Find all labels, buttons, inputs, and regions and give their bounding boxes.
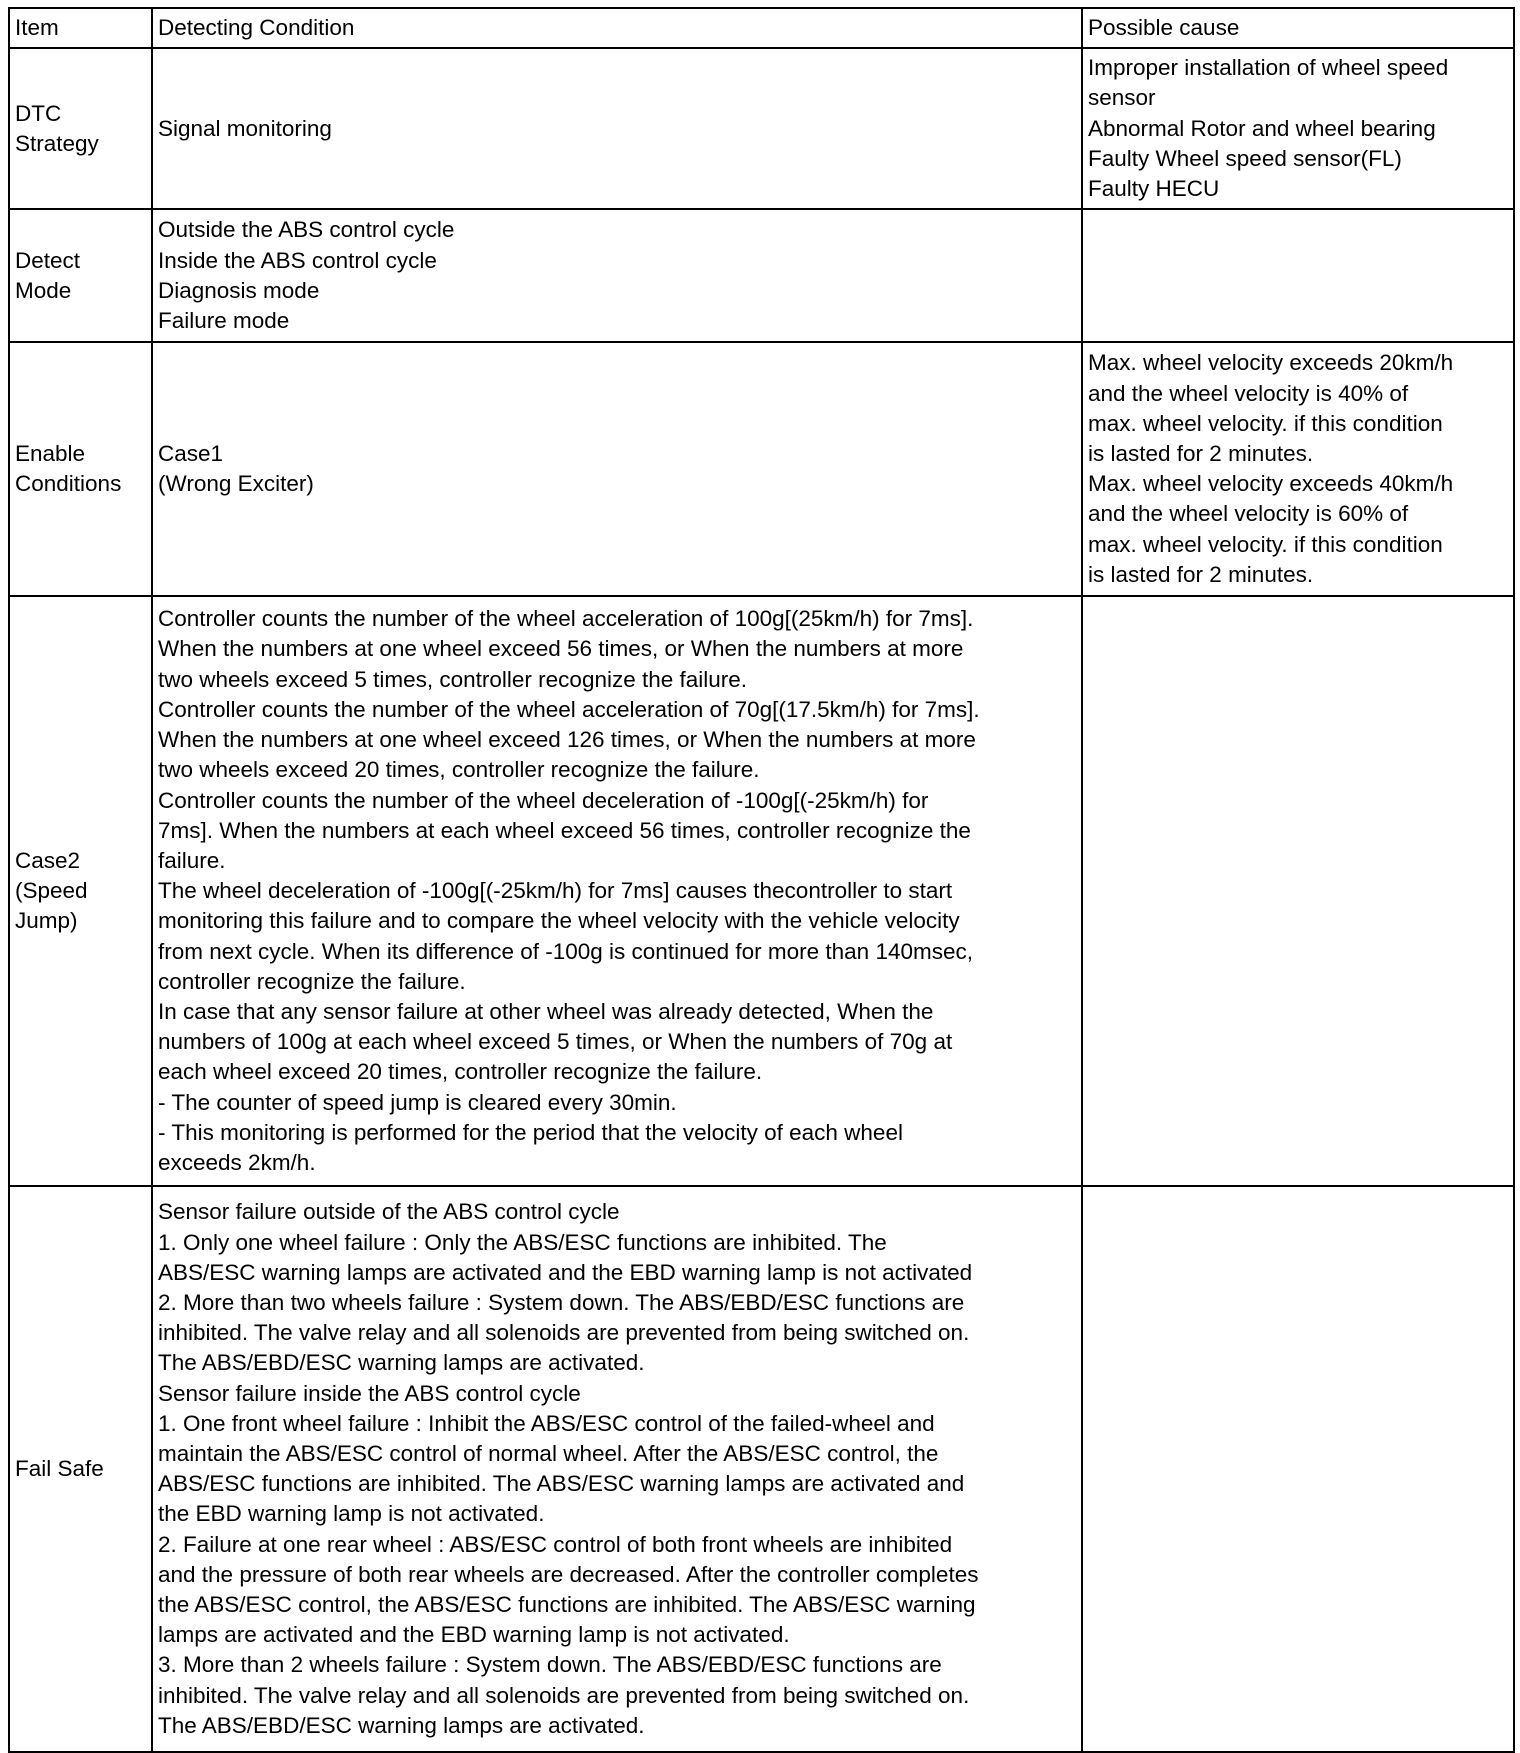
condition-text-line: from next cycle. When its difference of -100g is continued for more than 140msec, <box>158 938 973 964</box>
item-text-line: Enable <box>15 441 86 467</box>
item-cell <box>9 342 152 596</box>
table-row <box>9 209 1514 342</box>
condition-text-line: numbers of 100g at each wheel exceed 5 times, or When the numbers of 70g at <box>158 1029 953 1055</box>
table-row <box>9 48 1514 209</box>
item-text-line: Mode <box>15 277 72 303</box>
cause-cell <box>1082 342 1514 596</box>
header-item: Item <box>9 8 152 48</box>
condition-text-line: Failure mode <box>158 307 290 333</box>
condition-text-line: monitoring this failure and to compare the wheel velocity with the vehicle velocity <box>158 908 960 934</box>
table-row <box>9 1186 1514 1752</box>
condition-text-line: - The counter of speed jump is cleared every 30min. <box>158 1089 677 1115</box>
item-cell <box>9 1186 152 1752</box>
dtc-table <box>8 7 1515 1753</box>
item-text-line: (Speed <box>15 878 88 904</box>
item-text-line: Detect <box>15 247 81 273</box>
table-row <box>9 342 1514 596</box>
condition-text-line: Sensor failure outside of the ABS control cycle <box>158 1199 620 1225</box>
condition-text-line: (Wrong Exciter) <box>158 471 314 497</box>
item-text-line: Jump) <box>15 908 78 934</box>
cause-text-line: Abnormal Rotor and wheel bearing <box>1088 115 1436 141</box>
condition-text-line: two wheels exceed 5 times, controller recognize the failure. <box>158 666 748 692</box>
condition-text-line: Case1 <box>158 441 224 467</box>
cause-text-line: max. wheel velocity. if this condition <box>1088 531 1443 557</box>
header-possible-cause: Possible cause <box>1082 8 1514 48</box>
cause-cell <box>1082 48 1514 209</box>
cause-text-line: Faulty Wheel speed sensor(FL) <box>1088 145 1402 171</box>
cause-cell <box>1082 1186 1514 1752</box>
item-text-line: Conditions <box>15 471 122 497</box>
condition-text-line: Signal monitoring <box>158 115 332 141</box>
condition-text-line: 3. More than 2 wheels failure : System down. The ABS/EBD/ESC functions are <box>158 1652 942 1678</box>
cause-text-line: and the wheel velocity is 40% of <box>1088 380 1409 406</box>
condition-text-line: The wheel deceleration of -100g[(-25km/h) for 7ms] causes thecontroller to start <box>158 878 953 904</box>
header-detecting-condition: Detecting Condition <box>152 8 1082 48</box>
condition-text-line: each wheel exceed 20 times, controller recognize the failure. <box>158 1059 763 1085</box>
condition-text-line: Outside the ABS control cycle <box>158 217 455 243</box>
table-body <box>9 8 1514 1752</box>
item-text-line: DTC <box>15 100 62 126</box>
condition-text-line: controller recognize the failure. <box>158 968 466 994</box>
condition-cell <box>152 342 1082 596</box>
condition-text-line: When the numbers at one wheel exceed 126 times, or When the numbers at more <box>158 727 976 753</box>
condition-text-line: 2. Failure at one rear wheel : ABS/ESC control of both front wheels are inhibited <box>158 1531 953 1557</box>
table-row <box>9 596 1514 1186</box>
condition-text-line: Diagnosis mode <box>158 277 320 303</box>
condition-text-line: The ABS/EBD/ESC warning lamps are activated. <box>158 1712 645 1738</box>
condition-text-line: Controller counts the number of the wheel deceleration of -100g[(-25km/h) for <box>158 787 929 813</box>
item-cell <box>9 596 152 1186</box>
condition-text-line: The ABS/EBD/ESC warning lamps are activated. <box>158 1350 645 1376</box>
condition-cell <box>152 596 1082 1186</box>
cause-text-line: Faulty HECU <box>1088 176 1220 202</box>
condition-text-line: Inside the ABS control cycle <box>158 247 437 273</box>
condition-cell <box>152 209 1082 342</box>
cause-text-line: sensor <box>1088 85 1156 111</box>
condition-text-line: 1. One front wheel failure : Inhibit the ABS/ESC control of the failed-wheel and <box>158 1410 935 1436</box>
condition-text-line: Sensor failure inside the ABS control cycle <box>158 1380 581 1406</box>
condition-text-line: ABS/ESC functions are inhibited. The ABS/ESC warning lamps are activated and <box>158 1471 965 1497</box>
condition-cell <box>152 48 1082 209</box>
condition-text-line: When the numbers at one wheel exceed 56 times, or When the numbers at more <box>158 636 964 662</box>
condition-text-line: - This monitoring is performed for the period that the velocity of each wheel <box>158 1119 903 1145</box>
condition-text-line: failure. <box>158 847 226 873</box>
cause-text-line: and the wheel velocity is 60% of <box>1088 501 1409 527</box>
condition-text-line: the ABS/ESC control, the ABS/ESC functions are inhibited. The ABS/ESC warning <box>158 1592 976 1618</box>
item-cell <box>9 209 152 342</box>
cause-text-line: is lasted for 2 minutes. <box>1088 441 1314 467</box>
cause-text-line: Max. wheel velocity exceeds 20km/h <box>1088 350 1454 376</box>
cause-text-line: Max. wheel velocity exceeds 40km/h <box>1088 471 1454 497</box>
condition-text-line: lamps are activated and the EBD warning lamp is not activated. <box>158 1622 790 1648</box>
condition-text-line: inhibited. The valve relay and all solenoids are prevented from being switched on. <box>158 1682 970 1708</box>
condition-text-line: ABS/ESC warning lamps are activated and the EBD warning lamp is not activated <box>158 1259 973 1285</box>
condition-text-line: In case that any sensor failure at other wheel was already detected, When the <box>158 998 934 1024</box>
condition-text-line: 7ms]. When the numbers at each wheel exceed 56 times, controller recognize the <box>158 817 971 843</box>
condition-text-line: 1. Only one wheel failure : Only the ABS/ESC functions are inhibited. The <box>158 1229 887 1255</box>
condition-text-line: maintain the ABS/ESC control of normal wheel. After the ABS/ESC control, the <box>158 1441 939 1467</box>
cause-text-line: is lasted for 2 minutes. <box>1088 561 1314 587</box>
item-text-line: Fail Safe <box>15 1456 104 1482</box>
condition-text-line: Controller counts the number of the wheel acceleration of 70g[(17.5km/h) for 7ms]. <box>158 696 980 722</box>
condition-text-line: two wheels exceed 20 times, controller recognize the failure. <box>158 757 760 783</box>
item-cell <box>9 48 152 209</box>
condition-cell <box>152 1186 1082 1752</box>
condition-text-line: 2. More than two wheels failure : System down. The ABS/EBD/ESC functions are <box>158 1290 965 1315</box>
condition-text-line: Controller counts the number of the wheel acceleration of 100g[(25km/h) for 7ms]. <box>158 606 974 632</box>
cause-cell <box>1082 209 1514 342</box>
header-row <box>9 8 1514 48</box>
item-text-line: Strategy <box>15 130 99 156</box>
cause-text-line: Improper installation of wheel speed <box>1088 55 1449 81</box>
condition-text-line: inhibited. The valve relay and all solenoids are prevented from being switched on. <box>158 1320 970 1346</box>
item-text-line: Case2 <box>15 847 81 873</box>
cause-text-line: max. wheel velocity. if this condition <box>1088 410 1443 436</box>
condition-text-line: exceeds 2km/h. <box>158 1149 316 1175</box>
condition-text-line: and the pressure of both rear wheels are decreased. After the controller completes <box>158 1561 979 1587</box>
cause-cell <box>1082 596 1514 1186</box>
condition-text-line: the EBD warning lamp is not activated. <box>158 1501 545 1527</box>
